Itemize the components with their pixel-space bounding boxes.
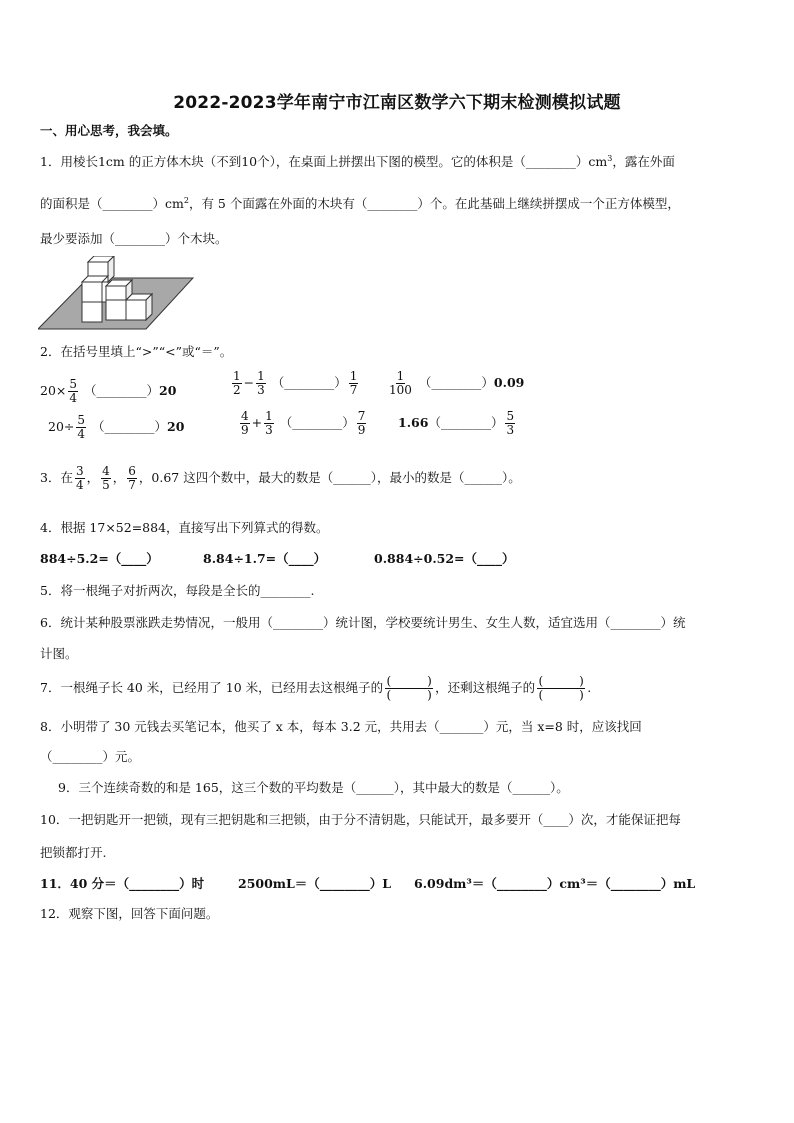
question-10-line-1: 10．一把钥匙开一把锁，现有三把钥匙和三把锁，由于分不清钥匙，只能试开，最多要开（____）次，才能保证把每 [40,812,681,827]
denominator: 4 [75,478,84,492]
fraction [264,410,274,437]
question-4-label: 4．根据 17×52=884，直接写出下列算式的得数。 [40,520,329,535]
num: 20 [167,419,185,434]
question-2-label: 2．在括号里填上“>”“<”或“＝”。 [40,344,233,359]
denominator: 7 [349,383,358,397]
fraction [75,465,85,492]
q2-item-1 [40,378,176,405]
q1-line2-b: ，有 5 个面露在外面的木块有（________）个。在此基础上继续拼摆成一个正方体模型， [188,196,680,212]
q1-text-a: 1．用棱长1cm 的正方体木块（不到10个），在桌面上拼摆出下图的模型。它的体积是（________）cm [40,154,608,170]
cube [106,286,126,300]
answer-blank[interactable]: （________） [92,419,168,434]
op: + [251,415,263,430]
q11-part-b: 2500mL＝（________）L [238,876,392,891]
cube [106,300,126,320]
num: 20 [40,383,56,398]
question-10-line-2: 把锁都打开. [40,845,107,860]
question-1-line-3: 最少要添加（________）个木块。 [40,231,228,246]
question-1-line-2 [40,193,756,212]
denominator: 4 [77,427,86,441]
question-7 [40,675,591,702]
q11-part-a: 11．40 分＝（________）时 [40,876,205,891]
numerator: 1 [233,369,241,383]
denominator: 7 [128,478,136,492]
answer-blank[interactable]: （________） [279,415,355,430]
question-8-line-2: （________）元。 [40,749,141,764]
fraction [388,370,413,397]
q1-line2-a: 的面积是（________）cm [40,196,184,212]
numerator-blank[interactable]: ( ) [538,674,584,688]
q11-part-c: 6.09dm³＝（________）cm³＝（________）mL [414,876,696,891]
denominator: 2 [233,383,241,397]
denominator: 100 [389,383,412,397]
numerator: 4 [241,409,249,423]
fraction-blank[interactable] [385,675,433,702]
value: 1.66 [398,415,429,430]
fraction [240,410,250,437]
numerator: 7 [357,409,366,423]
op: × [55,383,67,398]
cube [82,302,102,322]
fraction [357,410,367,437]
denominator: 9 [241,423,249,437]
question-9: 9．三个连续奇数的和是 165，这三个数的平均数是（______），其中最大的数是（______）。 [58,780,569,795]
q1-sup: 3 [607,154,613,163]
denominator-blank[interactable]: ( ) [538,688,584,702]
numerator: 6 [128,464,136,478]
numerator: 5 [506,409,515,423]
q1-sup2: 2 [183,196,189,205]
q3-prefix: 3．在 [40,470,73,485]
value: 0.09 [493,375,525,390]
question-6-line-2: 计图。 [40,646,78,661]
q3-suffix: ，0.67 这四个数中，最大的数是（______），最小的数是（______）。 [138,470,521,485]
answer-blank[interactable]: （________） [418,375,494,390]
fraction [101,465,111,492]
q1-text-b: ，露在外面 [612,154,675,170]
question-5: 5．将一根绳子对折两次，每段是全长的________. [40,583,315,598]
denominator: 5 [102,478,110,492]
q7-text-b: ，还剩这根绳子的 [435,680,536,695]
denominator: 4 [69,391,78,405]
numerator-blank[interactable]: ( ) [386,674,432,688]
num: 20 [48,419,64,434]
fraction [76,414,86,441]
q7-text-a: 7．一根绳子长 40 米，已经用了 10 米，已经用去这根绳子的 [40,680,384,695]
cube [126,300,146,320]
denominator: 3 [506,423,515,437]
section-heading: 一、用心思考，我会填。 [40,123,178,138]
fraction [256,370,266,397]
separator: ， [86,470,100,485]
q2-item-6 [398,410,517,437]
question-12: 12．观察下图，回答下面问题。 [40,906,219,921]
answer-blank[interactable]: （________） [271,375,347,390]
fraction [505,410,515,437]
numerator: 1 [257,369,265,383]
denominator: 3 [257,383,265,397]
numerator: 5 [69,377,78,391]
q2-item-5 [238,410,368,437]
fraction [349,370,359,397]
numerator: 4 [102,464,110,478]
separator: ， [112,470,126,485]
op: − [243,375,255,390]
q4-expr-1: 884÷5.2=（____） [40,551,159,566]
question-8-line-1: 8．小明带了 30 元钱去买笔记本，他买了 x 本，每本 3.2 元，共用去（_______）元，当 x=8 时，应该找回 [40,719,642,734]
q7-end: . [587,680,592,695]
num: 20 [159,383,177,398]
question-1-line-1 [40,151,756,170]
fraction [232,370,242,397]
fraction-blank[interactable] [537,675,585,702]
page-title: 2022-2023学年南宁市江南区数学六下期末检测模拟试题 [173,93,621,113]
denominator-blank[interactable]: ( ) [386,688,432,702]
fraction [127,465,137,492]
numerator: 1 [396,369,405,383]
denominator: 9 [357,423,366,437]
question-6-line-1: 6．统计某种股票涨跌走势情况，一般用（________）统计图，学校要统计男生、女生人数，适宜选用（________）统 [40,615,686,630]
q4-expr-2: 8.84÷1.7=（____） [203,551,327,566]
answer-blank[interactable]: （________） [84,383,160,398]
q2-item-2 [230,370,360,397]
answer-blank[interactable]: （________） [428,415,504,430]
cube [82,282,102,302]
q2-item-4 [48,414,184,441]
numerator: 1 [349,369,358,383]
q2-item-3 [386,370,524,397]
denominator: 3 [265,423,273,437]
numerator: 5 [77,413,86,427]
numerator: 3 [75,464,84,478]
cube-model-figure [38,256,194,332]
question-3 [40,465,521,492]
fraction [68,378,78,405]
q4-expr-3: 0.884÷0.52=（____） [374,551,515,566]
op: ÷ [63,419,75,434]
numerator: 1 [265,409,273,423]
